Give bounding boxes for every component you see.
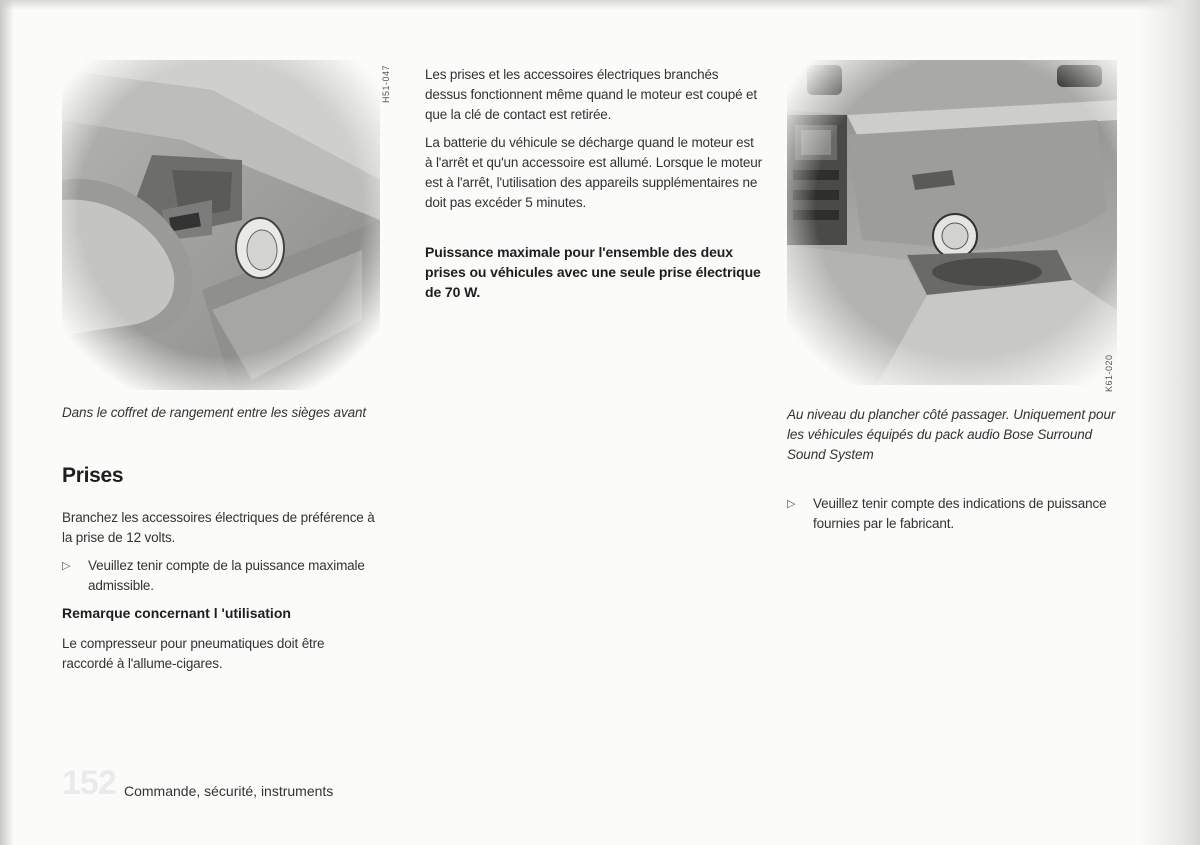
bullet-triangle-icon: ▷: [787, 498, 796, 510]
page-binding-shadow: [0, 0, 14, 845]
bullet-triangle-icon: ▷: [62, 560, 71, 572]
storage-compartment-photo: [62, 60, 380, 390]
remark-subheading: Remarque concernant l 'utilisation: [62, 605, 291, 621]
max-power-note: Puissance maximale pour l'ensemble des deux prises ou véhicules avec une seule prise électrique de 70 W.: [425, 244, 761, 300]
right-figure-code: K61-020: [1104, 354, 1114, 392]
page-edge-shadow: [1140, 0, 1200, 845]
section-title: Prises: [62, 464, 124, 487]
passenger-footwell-photo: [787, 60, 1117, 385]
page-top-shadow: [0, 0, 1200, 10]
middle-paragraph-2: La batterie du véhicule se décharge quand le moteur est à l'arrêt et qu'un accessoire est allumé. Lorsque le moteur est à l'arrêt, l'utilisation des appareils supplémentaires ne doit pas excéder 5 minutes.: [425, 135, 762, 210]
remark-paragraph: Le compresseur pour pneumatiques doit être raccordé à l'allume-cigares.: [62, 636, 325, 671]
footer-section-title: Commande, sécurité, instruments: [124, 783, 334, 799]
right-figure-caption: Au niveau du plancher côté passager. Uniquement pour les véhicules équipés du pack audio Bose Surround Sound System: [787, 407, 1116, 462]
page-number: 152: [62, 764, 116, 802]
left-figure-caption: Dans le coffret de rangement entre les sièges avant: [62, 405, 367, 420]
left-figure-code: H51-047: [381, 64, 391, 103]
middle-paragraph-1: Les prises et les accessoires électriques branchés dessus fonctionnent même quand le moteur est coupé et que la clé de contact est retirée.: [425, 67, 758, 122]
left-bullet-text: Veuillez tenir compte de la puissance maximale admissible.: [88, 558, 365, 593]
left-bullet-item: [62, 556, 384, 596]
right-bullet-item: [787, 494, 1113, 534]
right-bullet-text: Veuillez tenir compte des indications de puissance fournies par le fabricant.: [813, 496, 1107, 531]
intro-paragraph: Branchez les accessoires électriques de préférence à la prise de 12 volts.: [62, 510, 375, 545]
